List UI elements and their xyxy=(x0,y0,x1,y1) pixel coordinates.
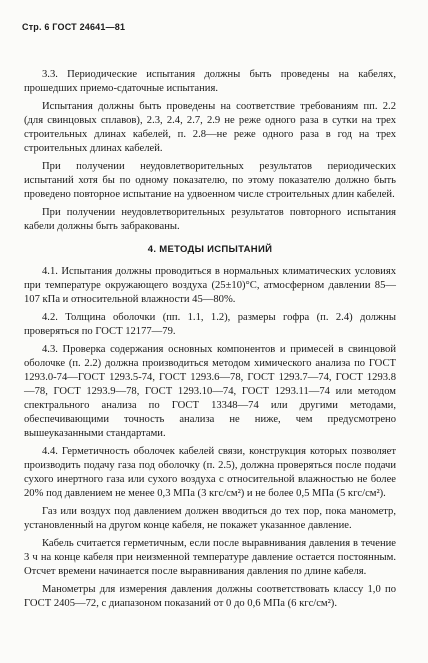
paragraph-reject: При получении неудовлетворительных результатов повторного испытания кабели должны быть забракованы. xyxy=(24,207,396,232)
document-body xyxy=(24,68,396,611)
section-title: 4. МЕТОДЫ ИСПЫТАНИЙ xyxy=(147,244,273,255)
paragraph-repeat-test: При получении неудовлетворительных результатов периодических испытаний хотя бы по одному показателю, по этому показателю должно быть проведено повторное испытание на удвоенном числе строительных длин кабелей. xyxy=(24,161,396,200)
paragraph-4-3: 4.3. Проверка содержания основных компонентов и примесей в свинцовой оболочке (п. 2.2) должна производиться методом химического анализа по ГОСТ 1293.0-74—ГОСТ 1293.5-74, ГОСТ 1293.6—78, ГОСТ 1293.7—74, ГОСТ 1293.8—78, ГОСТ 1293.9—78, ГОСТ 1293.10—74, ГОСТ 1293.11—74 или методом спектрального анализа по ГОСТ 13348—74 или другими методами, обеспечивающими точность анализа не ниже, чем предусмотрено вышеуказанными стандартами. xyxy=(24,344,396,439)
paragraph-hermetic: Кабель считается герметичным, если после выравнивания давления в течение 3 ч на конце кабеля при неизменной температуре давление остается постоянным. Отсчет времени начинается после выравнивания давления по длине кабеля. xyxy=(24,538,396,577)
page-header: Стр. 6 ГОСТ 24641—81 xyxy=(22,22,126,32)
paragraph-manometers: Манометры для измерения давления должны соответствовать классу 1,0 по ГОСТ 2405—72, с диапазоном показаний от 0 до 0,6 МПа (6 кгс/см²). xyxy=(24,584,396,609)
paragraph-periodic-requirements: Испытания должны быть проведены на соответствие требованиям пп. 2.2 (для свинцовых сплавов), 2.3, 2.4, 2.7, 2.9 не реже одного раза в сутки на трех строительных длинах кабелей, п. 2.8—не реже одного раза в год на трех строительных длинах кабелей. xyxy=(24,101,396,154)
paragraph-3-3: 3.3. Периодические испытания должны быть проведены на кабелях, прошедших приемо-сдаточные испытания. xyxy=(24,69,396,94)
paragraph-4-2: 4.2. Толщина оболочки (пп. 1.1, 1.2), размеры гофра (п. 2.4) должны проверяться по ГОСТ 12177—79. xyxy=(24,312,396,337)
paragraph-gas-input: Газ или воздух под давлением должен вводиться до тех пор, пока манометр, установленный на другом конце кабеля, не покажет указанное давление. xyxy=(24,506,396,531)
paragraph-4-4: 4.4. Герметичность оболочек кабелей связи, конструкция которых позволяет производить подачу газа под оболочку (п. 2.5), должна проверяться после подачи сухого инертного газа или сухого воздуха с относительной влажностью не более 20% под давлением не менее 0,3 МПа (3 кгс/см²) и не более 0,5 МПа (5 кгс/см²). xyxy=(24,446,396,499)
paragraph-4-1: 4.1. Испытания должны проводиться в нормальных климатических условиях при температуре окружающего воздуха (25±10)°С, атмосферном давлении 85—107 кПа и относительной влажности 45—80%. xyxy=(24,266,396,305)
